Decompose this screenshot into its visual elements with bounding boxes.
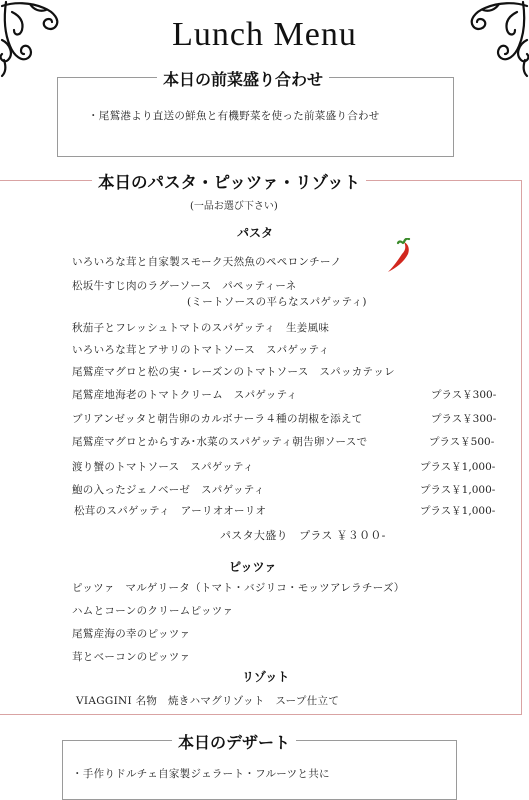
- pasta-item: 鮑の入ったジェノベーゼ スパゲッティ: [72, 484, 265, 496]
- pizza-heading: ピッツァ: [229, 560, 277, 574]
- pasta-item: 松坂牛すじ肉のラグーソース パペッティーネ: [72, 280, 297, 292]
- pasta-item: 尾鷲産マグロと松の実・レーズンのトマトソース スパッカテッレ: [72, 366, 395, 378]
- pasta-price: プラス￥300-: [431, 389, 497, 401]
- pasta-price: プラス￥300-: [431, 413, 497, 425]
- dessert-item: ・手作りドルチェ自家製ジェラート・フルーツと共に: [72, 768, 330, 780]
- pizza-item: ピッツァ マルゲリータ（トマト・バジリコ・モッツアレラチーズ）: [72, 582, 405, 594]
- choose-note: (一品お選び下さい): [190, 201, 278, 212]
- chili-pepper-icon: [384, 238, 412, 274]
- pasta-item: 秋茄子とフレッシュトマトのスパゲッティ 生姜風味: [72, 322, 330, 334]
- pizza-item: 尾鷲産海の幸のピッツァ: [72, 628, 191, 640]
- pasta-item: 松茸のスパゲッティ アーリオオーリオ: [74, 505, 267, 517]
- pasta-item: 尾鷲産マグロとからすみ･水菜のスパゲッティ朝告卵ソースで: [72, 436, 368, 448]
- appetizer-heading: 本日の前菜盛り合わせ: [157, 67, 329, 90]
- appetizer-item: ・尾鷲港より直送の鮮魚と有機野菜を使った前菜盛り合わせ: [88, 110, 380, 122]
- risotto-heading: リゾット: [242, 670, 290, 684]
- dessert-heading: 本日のデザート: [172, 730, 296, 753]
- risotto-item: VIAGGINI 名物 焼きハマグリゾット スープ仕立て: [76, 695, 340, 707]
- pasta-price: プラス￥500-: [429, 436, 495, 448]
- pasta-item: 渡り蟹のトマトソース スパゲッティ: [72, 461, 254, 473]
- large-portion-note: パスタ大盛り プラス ￥３００-: [220, 529, 386, 542]
- pasta-price: プラス￥1,000-: [420, 461, 496, 473]
- pasta-price: プラス￥1,000-: [420, 505, 496, 517]
- pizza-item: ハムとコーンのクリームピッツァ: [72, 605, 234, 617]
- pasta-price: プラス￥1,000-: [420, 484, 496, 496]
- page-title: Lunch Menu: [172, 16, 357, 53]
- pasta-item: 尾鷲産地海老のトマトクリーム スパゲッティ: [72, 389, 298, 401]
- pasta-item: ブリアンゼッタと朝告卵のカルボナーラ４種の胡椒を添えて: [72, 413, 363, 425]
- pasta-item-subtitle: (ミートソースの平らなスパゲッティ): [187, 296, 367, 308]
- pasta-item: いろいろな茸とアサリのトマトソース スパゲッティ: [72, 344, 330, 356]
- main-course-heading: 本日のパスタ・ピッツァ・リゾット: [92, 169, 366, 193]
- pasta-heading: パスタ: [237, 226, 274, 240]
- pizza-item: 茸とベーコンのピッツァ: [72, 651, 191, 663]
- pasta-item: いろいろな茸と自家製スモーク天然魚のペペロンチーノ: [72, 256, 342, 268]
